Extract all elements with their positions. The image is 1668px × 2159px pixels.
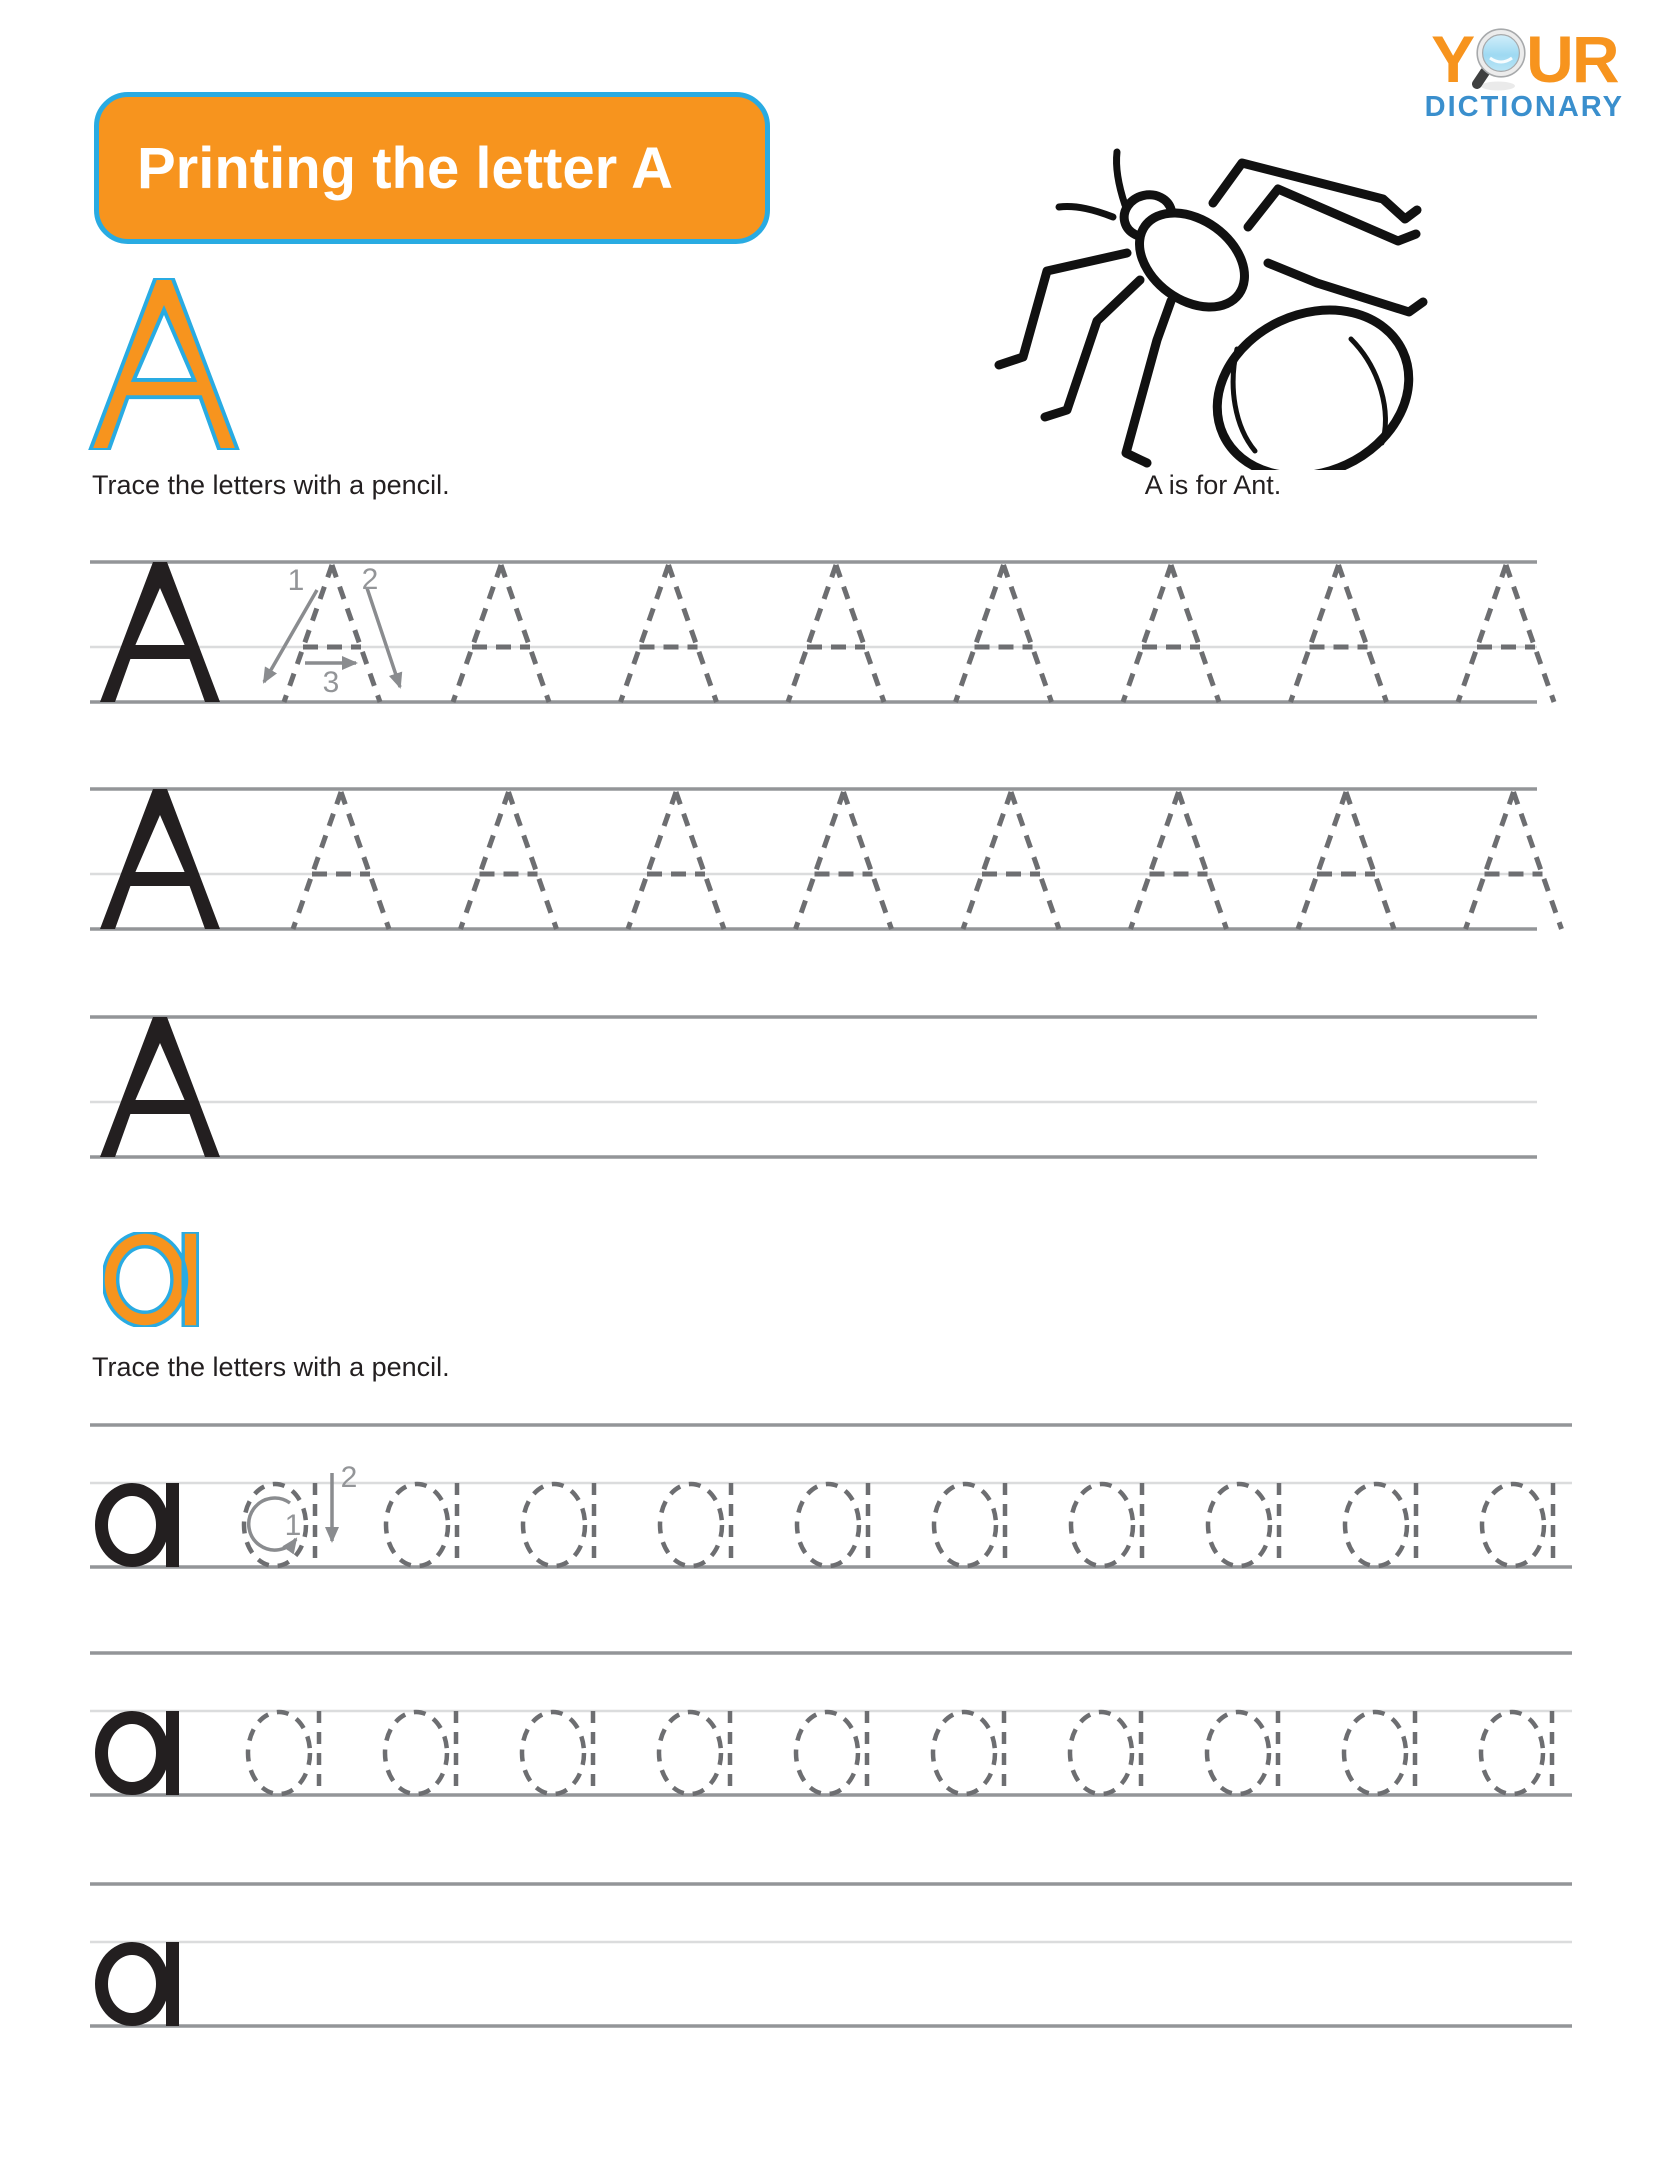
solid-letter-a — [95, 1942, 179, 2026]
logo-your — [1431, 21, 1618, 96]
dashed-trace-letter — [385, 1711, 456, 1795]
page-title: Printing the letter A — [137, 135, 673, 201]
dashed-trace-letter — [1291, 565, 1387, 702]
display-letter-lowercase-a — [103, 1232, 199, 1332]
dashed-trace-letter — [933, 1711, 1004, 1795]
solid-letter-a — [95, 1711, 179, 1795]
dashed-trace-letter — [1458, 565, 1554, 702]
solid-letter-a — [95, 1483, 179, 1567]
stroke-order-number: 2 — [361, 563, 379, 596]
dashed-trace-letter — [461, 792, 557, 929]
dashed-trace-letter — [1298, 792, 1394, 929]
stroke-order-number: 2 — [340, 1461, 358, 1494]
solid-letter-A — [100, 789, 220, 929]
dashed-trace-letter — [1131, 792, 1227, 929]
stroke-order-number: 1 — [284, 1509, 302, 1542]
practice-row-upper-1 — [0, 532, 1668, 732]
logo-letters-ur: UR — [1526, 21, 1618, 96]
dashed-trace-letter — [1070, 1711, 1141, 1795]
dashed-trace-letter — [797, 1483, 868, 1567]
stroke-order-number: 3 — [322, 666, 340, 699]
practice-row-lower-1 — [0, 1395, 1668, 1595]
practice-row-upper-2 — [0, 759, 1668, 959]
dashed-trace-letter — [660, 1483, 731, 1567]
dashed-trace-letter — [934, 1483, 1005, 1567]
dashed-trace-letter — [248, 1711, 319, 1795]
solid-letter-A — [100, 1017, 220, 1157]
instruction-uppercase: Trace the letters with a pencil. — [92, 470, 450, 500]
practice-row-lower-3 — [0, 1854, 1668, 2054]
dashed-trace-letter — [386, 1483, 457, 1567]
dashed-trace-letter — [453, 565, 549, 702]
dashed-trace-letter — [1345, 1483, 1416, 1567]
dashed-trace-letter — [1207, 1711, 1278, 1795]
logo-letter-y: Y — [1431, 21, 1474, 96]
logo-dictionary: DICTIONARY — [1424, 91, 1624, 123]
dashed-trace-letter — [796, 792, 892, 929]
dashed-trace-letter — [1208, 1483, 1279, 1567]
yourdictionary-logo — [1424, 21, 1624, 123]
dashed-trace-letter — [1123, 565, 1219, 702]
ant-illustration — [985, 125, 1445, 475]
practice-row-upper-3 — [0, 987, 1668, 1187]
practice-row-lower-2 — [0, 1623, 1668, 1823]
dashed-trace-letter — [1481, 1711, 1552, 1795]
dashed-trace-letter — [796, 1711, 867, 1795]
stroke-order-guide-letter — [264, 563, 400, 702]
dashed-trace-letter — [1482, 1483, 1553, 1567]
stroke-order-number: 1 — [287, 564, 305, 597]
dashed-trace-letter — [293, 792, 389, 929]
display-letter-uppercase-A — [88, 278, 240, 455]
dashed-trace-letter — [659, 1711, 730, 1795]
dashed-trace-letter — [621, 565, 717, 702]
dashed-trace-letter — [628, 792, 724, 929]
dashed-trace-letter — [522, 1711, 593, 1795]
stroke-order-guide-letter — [244, 1461, 357, 1567]
instruction-lowercase: Trace the letters with a pencil. — [92, 1352, 450, 1382]
dashed-trace-letter — [1466, 792, 1562, 929]
dashed-trace-letter — [523, 1483, 594, 1567]
dashed-trace-letter — [963, 792, 1059, 929]
ant-caption: A is for Ant. — [1144, 470, 1282, 500]
magnifying-glass-icon — [1472, 28, 1528, 97]
solid-letter-A — [100, 562, 220, 702]
title-banner — [94, 92, 770, 244]
dashed-trace-letter — [1071, 1483, 1142, 1567]
dashed-trace-letter — [956, 565, 1052, 702]
dashed-trace-letter — [788, 565, 884, 702]
dashed-trace-letter — [1344, 1711, 1415, 1795]
